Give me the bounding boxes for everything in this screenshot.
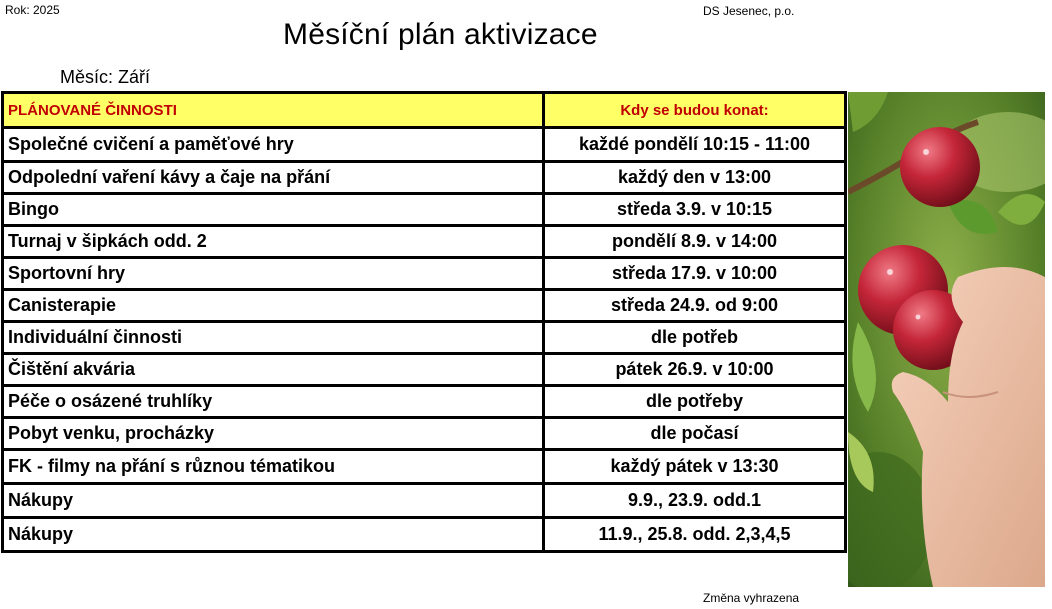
footnote: Změna vyhrazena [703,591,800,605]
when-cell: 9.9., 23.9. odd.1 [544,484,846,518]
table-row [3,194,846,226]
when-cell: středa 3.9. v 10:15 [544,194,846,226]
when-cell: dle počasí [544,418,846,450]
table-row [3,258,846,290]
activity-cell: Pobyt venku, procházky [3,418,544,450]
activity-cell: Turnaj v šipkách odd. 2 [3,226,544,258]
table-row [3,354,846,386]
table-row [3,162,846,194]
when-cell: pátek 26.9. v 10:00 [544,354,846,386]
activity-cell: Canisterapie [3,290,544,322]
activity-cell: Sportovní hry [3,258,544,290]
organization-label: DS Jesenec, p.o. [703,4,795,18]
when-cell: středa 24.9. od 9:00 [544,290,846,322]
when-cell: každý pátek v 13:30 [544,450,846,484]
activity-cell: Společné cvičení a paměťové hry [3,128,544,162]
table-header-row [3,93,846,128]
apple-harvest-photo [848,92,1045,587]
activity-cell: Bingo [3,194,544,226]
page-title: Měsíční plán aktivizace [283,18,598,51]
activity-cell: FK - filmy na přání s různou tématikou [3,450,544,484]
table-row [3,418,846,450]
table-row [3,450,846,484]
activity-cell: Individuální činnosti [3,322,544,354]
when-cell: každé pondělí 10:15 - 11:00 [544,128,846,162]
table-row [3,128,846,162]
column-header-when: Kdy se budou konat: [544,93,846,128]
when-cell: dle potřeby [544,386,846,418]
table-row [3,518,846,552]
activity-cell: Péče o osázené truhlíky [3,386,544,418]
year-label: Rok: 2025 [5,3,60,17]
activity-cell: Odpolední vaření kávy a čaje na přání [3,162,544,194]
when-cell: dle potřeb [544,322,846,354]
activity-cell: Čištění akvária [3,354,544,386]
when-cell: pondělí 8.9. v 14:00 [544,226,846,258]
table-row [3,386,846,418]
when-cell: každý den v 13:00 [544,162,846,194]
table-row [3,322,846,354]
activity-cell: Nákupy [3,484,544,518]
table-row [3,484,846,518]
month-label: Měsíc: Září [60,67,151,87]
when-cell: 11.9., 25.8. odd. 2,3,4,5 [544,518,846,552]
table-row [3,290,846,322]
apple-illustration [848,92,1045,587]
activity-plan-table [1,91,847,553]
column-header-activity: PLÁNOVANÉ ČINNOSTI [3,93,544,128]
table-row [3,226,846,258]
activity-cell: Nákupy [3,518,544,552]
when-cell: středa 17.9. v 10:00 [544,258,846,290]
